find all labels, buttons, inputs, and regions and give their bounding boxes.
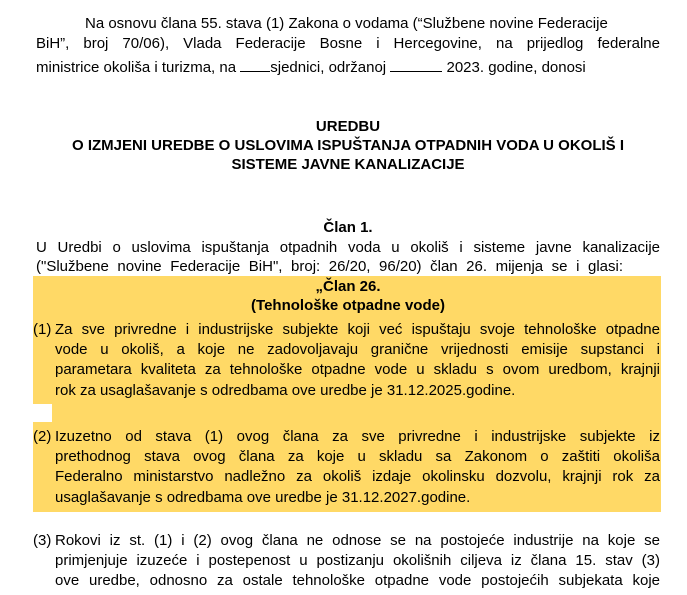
- paragraph-1-number: (1): [33, 321, 52, 338]
- preamble-line-3-middle: sjednici, održanoj: [270, 59, 387, 76]
- document-title: UREDBU: [315, 118, 381, 135]
- preamble-line-3-start: ministrice okoliša i turizma, na: [36, 59, 237, 76]
- article-1-line-2: ("Službene novine Federacije BiH", broj: 26/20, 96/20) član 26. mijenja se i glasi:: [36, 258, 623, 275]
- article-26-heading: „Član 26.: [315, 278, 381, 295]
- document-subtitle-line-1: O IZMJENI UREDBE O USLOVIMA ISPUŠTANJA OTPADNIH VODA U OKOLIŠ I: [72, 137, 624, 154]
- paragraph-3-line-1: Rokovi iz st. (1) i (2) ovog člana ne odnose se na postojeće industrije na koje se: [55, 532, 660, 549]
- paragraph-2-number: (2): [33, 428, 52, 445]
- paragraph-1-line-4: rok za usaglašavanje s odredbama ove uredbe je 31.12.2025.godine.: [55, 382, 516, 399]
- document-subtitle-line-2: SISTEME JAVNE KANALIZACIJE: [231, 156, 465, 173]
- paragraph-1-line-2: vode u okoliš, a koje ne zadovoljavaju granične vrijednosti emisije supstanci i: [55, 341, 660, 358]
- highlight-para-1-gap: [52, 404, 661, 422]
- article-1-line-1: U Uredbi o uslovima ispuštanja otpadnih voda u okoliš i sisteme javne kanalizacije: [36, 239, 660, 256]
- article-26-subheading: (Tehnološke otpadne vode): [251, 297, 445, 314]
- paragraph-2-line-3: Federalno ministarstvo nadležno za okoliš izdaje okolinsku dozvolu, krajnji rok za: [55, 468, 660, 485]
- article-1-heading: Član 1.: [323, 219, 373, 236]
- paragraph-3-line-3: ove uredbe, odnosno za ostale tehnološke otpadne vode postojećih subjekata koje: [55, 572, 660, 589]
- paragraph-2-line-1: Izuzetno od stava (1) ovog člana za sve privredne i industrijske subjekte iz: [55, 428, 660, 445]
- paragraph-2-line-2: prethodnog stava ovog člana za koje u skladu sa Zakonom o zaštiti okoliša: [55, 448, 660, 465]
- paragraph-3-line-2: primjenjuje izuzeće i postepenost u postizanju okolišnih ciljeva iz člana 15. stav (3): [55, 552, 660, 569]
- paragraph-1-line-3: parametara kvaliteta za tehnološke otpadne vode u skladu s ovom uredbom, krajnji: [55, 361, 660, 378]
- preamble-line-1: Na osnovu člana 55. stava (1) Zakona o vodama (“Službene novine Federacije: [85, 15, 608, 32]
- paragraph-1-line-1: Za sve privredne i industrijske subjekte koji već ispuštaju svoje tehnološke otpadne: [55, 321, 660, 338]
- session-blank: [240, 57, 270, 72]
- paragraph-2-line-4: usaglašavanje s odredbama ove uredbe je 31.12.2027.godine.: [55, 489, 471, 506]
- preamble-line-3-end: 2023. godine, donosi: [446, 59, 586, 76]
- preamble-line-2: BiH”, broj 70/06), Vlada Federacije Bosne i Hercegovine, na prijedlog federalne: [36, 35, 660, 52]
- paragraph-3-number: (3): [33, 532, 52, 549]
- preamble-line-3: [36, 57, 586, 76]
- date-blank: [390, 57, 442, 72]
